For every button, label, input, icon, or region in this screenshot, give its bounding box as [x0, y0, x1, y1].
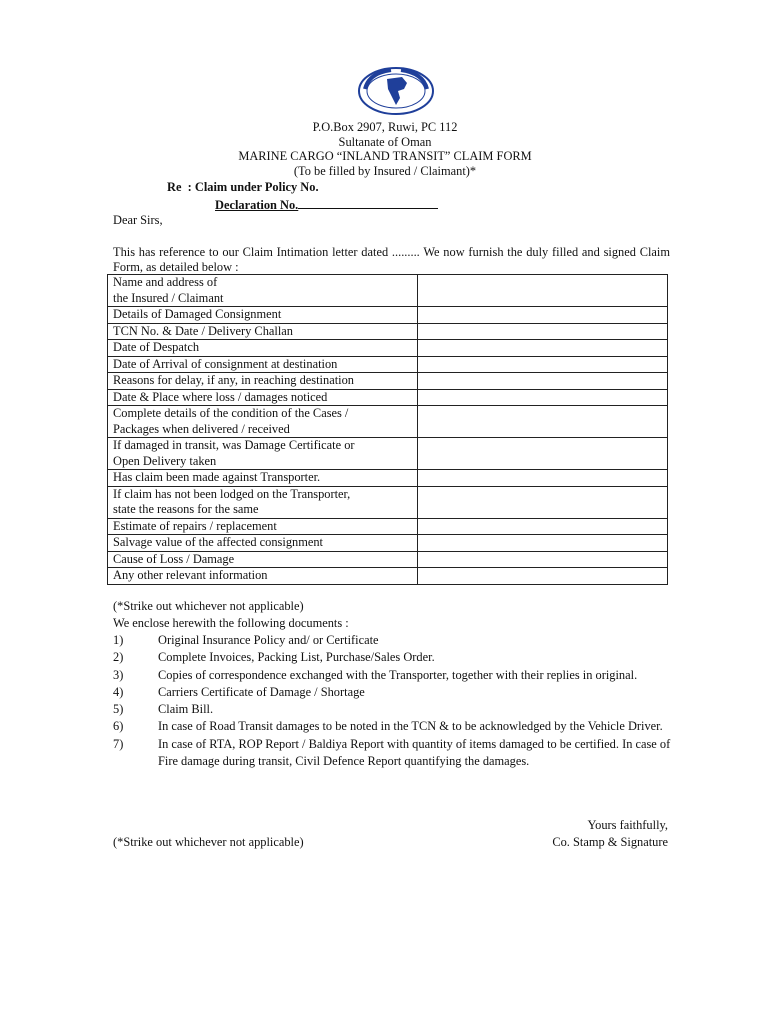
claim-label-line: If claim has not been lodged on the Transporter, — [113, 486, 351, 501]
claim-value-field[interactable] — [418, 340, 668, 357]
documents-list — [113, 632, 673, 770]
stamp-signature: Co. Stamp & Signature — [552, 835, 668, 849]
claim-value-field[interactable] — [418, 568, 668, 585]
list-item — [113, 649, 673, 666]
claim-value-field[interactable] — [418, 389, 668, 406]
claim-label — [108, 389, 418, 406]
claim-label-line: Date & Place where loss / damages noticed — [113, 389, 328, 404]
claim-row — [108, 470, 668, 487]
claim-label — [108, 518, 418, 535]
list-item-text: In case of Road Transit damages to be noted in the TCN & to be acknowledged by the Vehicle Driver. — [158, 719, 663, 734]
closing: Yours faithfully, — [587, 818, 668, 832]
intro-paragraph: This has reference to our Claim Intimation letter dated ......... We now furnish the duly filled and signed Claim Form, as detailed below : — [113, 245, 670, 274]
claim-label — [108, 307, 418, 324]
claim-row — [108, 373, 668, 390]
claim-label — [108, 323, 418, 340]
claim-label-line: the Insured / Claimant — [113, 290, 224, 305]
claim-row — [108, 568, 668, 585]
enclose-intro: We enclose herewith the following documents : — [113, 616, 349, 630]
company-country: Sultanate of Oman — [338, 135, 432, 149]
claim-value-field[interactable] — [418, 323, 668, 340]
list-item-number: 1) — [113, 633, 124, 647]
claim-row — [108, 307, 668, 324]
claim-row — [108, 323, 668, 340]
claim-label — [108, 568, 418, 585]
claim-value-field[interactable] — [418, 356, 668, 373]
claim-label-line: Details of Damaged Consignment — [113, 307, 282, 321]
list-item-number: 2) — [113, 650, 124, 665]
strike-note: (*Strike out whichever not applicable) — [113, 599, 304, 613]
claim-label-line: Complete details of the condition of the Cases / — [113, 406, 349, 420]
claim-label — [108, 486, 418, 518]
footer-strike-note: (*Strike out whichever not applicable) — [113, 835, 304, 849]
claim-label-line: If damaged in transit, was Damage Certificate or — [113, 438, 355, 452]
declaration-blank[interactable] — [298, 197, 438, 209]
claim-value-field[interactable] — [418, 307, 668, 324]
claim-row — [108, 406, 668, 438]
list-item-text: Original Insurance Policy and/ or Certificate — [158, 633, 379, 647]
claim-label-line: Cause of Loss / Damage — [113, 551, 235, 566]
company-logo — [357, 67, 435, 115]
claim-label — [108, 551, 418, 568]
list-item-text: In case of RTA, ROP Report / Baldiya Report with quantity of items damaged to be certified. In case of Fire damage during transit, Civil Defence Report quantifying the damages. — [158, 736, 671, 769]
list-item-number: 6) — [113, 719, 124, 734]
claim-label-line: Reasons for delay, if any, in reaching destination — [113, 373, 354, 387]
claim-label-line: Open Delivery taken — [113, 453, 217, 468]
claim-label-line: Has claim been made against Transporter. — [113, 470, 321, 484]
list-item-number: 3) — [113, 667, 124, 682]
claim-label — [108, 470, 418, 487]
claim-details-table — [107, 274, 668, 585]
claim-value-field[interactable] — [418, 470, 668, 487]
claim-label — [108, 373, 418, 390]
claim-value-field[interactable] — [418, 406, 668, 438]
policy-reference: Re : Claim under Policy No. — [167, 180, 319, 194]
claim-label-line: Salvage value of the affected consignment — [113, 535, 323, 549]
list-item-number: 5) — [113, 702, 124, 717]
list-item — [113, 718, 673, 735]
claim-label-line: Estimate of repairs / replacement — [113, 518, 277, 533]
list-item-text: Copies of correspondence exchanged with the Transporter, together with their replies in original. — [158, 667, 638, 682]
form-subtitle: (To be filled by Insured / Claimant)* — [293, 164, 477, 178]
claim-label-line: Name and address of — [113, 275, 218, 289]
claim-value-field[interactable] — [418, 438, 668, 470]
declaration-label: Declaration No. — [215, 198, 299, 212]
claim-label — [108, 275, 418, 307]
claim-value-field[interactable] — [418, 486, 668, 518]
claim-label-line: Date of Despatch — [113, 340, 200, 354]
company-address: P.O.Box 2907, Ruwi, PC 112 — [312, 120, 458, 134]
list-item — [113, 632, 673, 649]
claim-value-field[interactable] — [418, 518, 668, 535]
list-item-text: Complete Invoices, Packing List, Purchase/Sales Order. — [158, 650, 435, 665]
declaration-reference — [215, 197, 438, 213]
claim-label — [108, 438, 418, 470]
claim-row — [108, 551, 668, 568]
claim-row — [108, 275, 668, 307]
claim-value-field[interactable] — [418, 275, 668, 307]
claim-value-field[interactable] — [418, 551, 668, 568]
claim-label — [108, 356, 418, 373]
claim-label-line: state the reasons for the same — [113, 502, 259, 516]
claim-label-line: Any other relevant information — [113, 568, 268, 582]
list-item-text: Carriers Certificate of Damage / Shortage — [158, 684, 365, 699]
list-item-text: Claim Bill. — [158, 702, 214, 717]
list-item — [113, 701, 673, 718]
claim-label — [108, 340, 418, 357]
claim-row — [108, 438, 668, 470]
greeting: Dear Sirs, — [113, 213, 163, 227]
claim-row — [108, 486, 668, 518]
list-item — [113, 736, 673, 771]
claim-row — [108, 356, 668, 373]
claim-value-field[interactable] — [418, 373, 668, 390]
claim-row — [108, 340, 668, 357]
claim-label-line: Packages when delivered / received — [113, 421, 290, 436]
list-item — [113, 667, 673, 684]
claim-row — [108, 535, 668, 552]
claim-label — [108, 535, 418, 552]
list-item — [113, 684, 673, 701]
claim-value-field[interactable] — [418, 535, 668, 552]
claim-label — [108, 406, 418, 438]
list-item-number: 4) — [113, 684, 124, 699]
claim-row — [108, 518, 668, 535]
list-item-number: 7) — [113, 736, 124, 751]
claim-row — [108, 389, 668, 406]
form-title: MARINE CARGO “INLAND TRANSIT” CLAIM FORM — [238, 149, 532, 163]
claim-label-line: Date of Arrival of consignment at destination — [113, 356, 338, 371]
claim-label-line: TCN No. & Date / Delivery Challan — [113, 323, 293, 338]
